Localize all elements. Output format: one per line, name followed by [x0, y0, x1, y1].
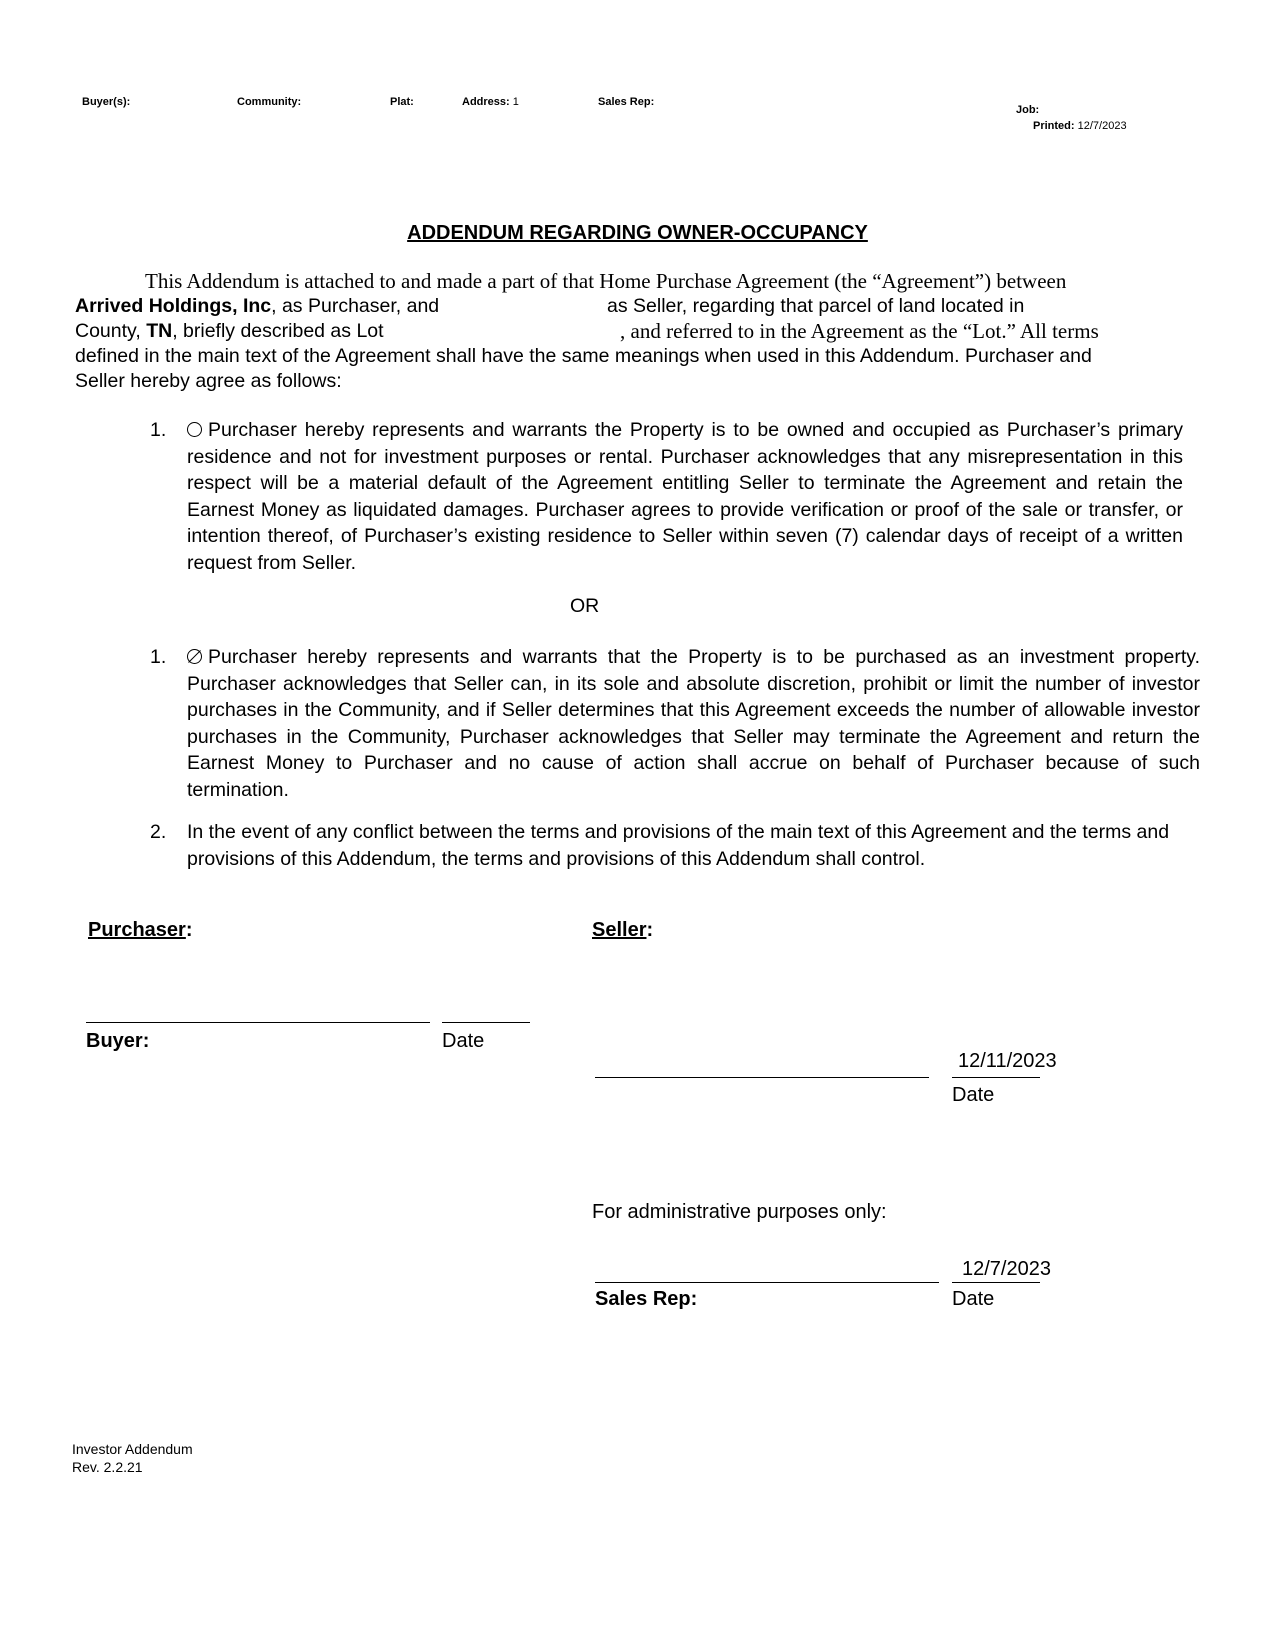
intro-line5: Seller hereby agree as follows: — [75, 370, 342, 392]
sales-rep-date-label: Date — [952, 1288, 995, 1310]
header-sales-rep-label: Sales Rep: — [598, 96, 655, 108]
header-job-label: Job: — [1016, 104, 1040, 116]
intro-line4: defined in the main text of the Agreement shall have the same meanings when used in this Addendum. Purchaser and — [75, 345, 1092, 367]
header-address-value: 1 — [512, 96, 519, 108]
seller-date-line[interactable] — [952, 1077, 1040, 1078]
colon: : — [646, 919, 654, 941]
header-address-label: Address: — [462, 96, 510, 108]
seller-heading: Seller — [592, 919, 647, 941]
seller-signature-line[interactable] — [595, 1077, 929, 1078]
header-community-label: Community: — [237, 96, 302, 108]
colon: : — [185, 919, 193, 941]
buyer-signature-line[interactable] — [86, 1022, 430, 1023]
state: TN — [146, 320, 173, 342]
investment-property-radio[interactable] — [187, 649, 202, 664]
item-number: 1. — [150, 419, 167, 441]
list-item — [150, 417, 1183, 576]
list-item — [150, 644, 1200, 803]
header-printed-value: 12/7/2023 — [1077, 120, 1127, 132]
intro-line1: This Addendum is attached to and made a part of that Home Purchase Agreement (the “Agreement”) between — [145, 269, 1067, 293]
header-printed-label: Printed: — [1033, 120, 1075, 132]
purchaser-name: Arrived Holdings, Inc — [75, 295, 272, 317]
buyer-date-label: Date — [442, 1030, 485, 1052]
buyer-date-line[interactable] — [442, 1022, 530, 1023]
admin-label: For administrative purposes only: — [592, 1201, 887, 1223]
header-buyer-label: Buyer(s): — [82, 96, 131, 108]
footer-form-name: Investor Addendum — [72, 1441, 193, 1457]
purchaser-heading: Purchaser — [88, 919, 186, 941]
intro-line3b: , briefly described as Lot — [172, 320, 384, 342]
item-text: Purchaser hereby represents and warrants that the Property is to be purchased as an investment property. Purchaser acknowledges that Seller can, in its sole and absolute discretion, prohibit or limit the number of investor purchases in the Community, and if Seller determines that this Agreement exceeds the number of allowable investor purchases in the Community, Purchaser acknowledges that Seller may terminate the Agreement and return the Earnest Money to Purchaser and no cause of action shall accrue on behalf of Purchaser because of such termination. — [187, 646, 1200, 801]
buyer-label: Buyer: — [86, 1030, 150, 1052]
list-item — [150, 819, 1200, 872]
intro-line2a: , as Purchaser, and — [271, 295, 440, 317]
seller-date-value: 12/11/2023 — [958, 1050, 1057, 1072]
item-number: 1. — [150, 646, 167, 668]
sales-rep-label: Sales Rep: — [595, 1288, 698, 1310]
intro-line3c: , and referred to in the Agreement as the “Lot.” All terms — [620, 319, 1099, 343]
item-number: 2. — [150, 821, 167, 843]
owner-occupied-radio[interactable] — [187, 422, 202, 437]
page-title: ADDENDUM REGARDING OWNER-OCCUPANCY — [407, 222, 868, 244]
sales-rep-signature-line[interactable] — [595, 1282, 939, 1283]
footer-revision: Rev. 2.2.21 — [72, 1459, 143, 1475]
intro-line2b: as Seller, regarding that parcel of land located in — [607, 295, 1025, 317]
sales-rep-date-line[interactable] — [952, 1282, 1040, 1283]
intro-line3a: County, — [75, 320, 141, 342]
or-separator: OR — [570, 595, 600, 617]
item-text: Purchaser hereby represents and warrants the Property is to be owned and occupied as Purchaser’s primary residence and not for investment purposes or rental. Purchaser acknowledges that any misrepresentation in this respect will be a material default of the Agreement entitling Seller to terminate the Agreement and retain the Earnest Money as liquidated damages. Purchaser agrees to provide verification or proof of the sale or transfer, or intention thereof, of Purchaser’s existing residence to Seller within seven (7) calendar days of receipt of a written request from Seller. — [187, 419, 1183, 574]
item-text: In the event of any conflict between the terms and provisions of the main text of this Agreement and the terms and provisions of this Addendum, the terms and provisions of this Addendum shall control. — [187, 821, 1170, 870]
seller-date-label: Date — [952, 1084, 995, 1106]
header-plat-label: Plat: — [390, 96, 414, 108]
sales-rep-date-value: 12/7/2023 — [962, 1258, 1051, 1280]
